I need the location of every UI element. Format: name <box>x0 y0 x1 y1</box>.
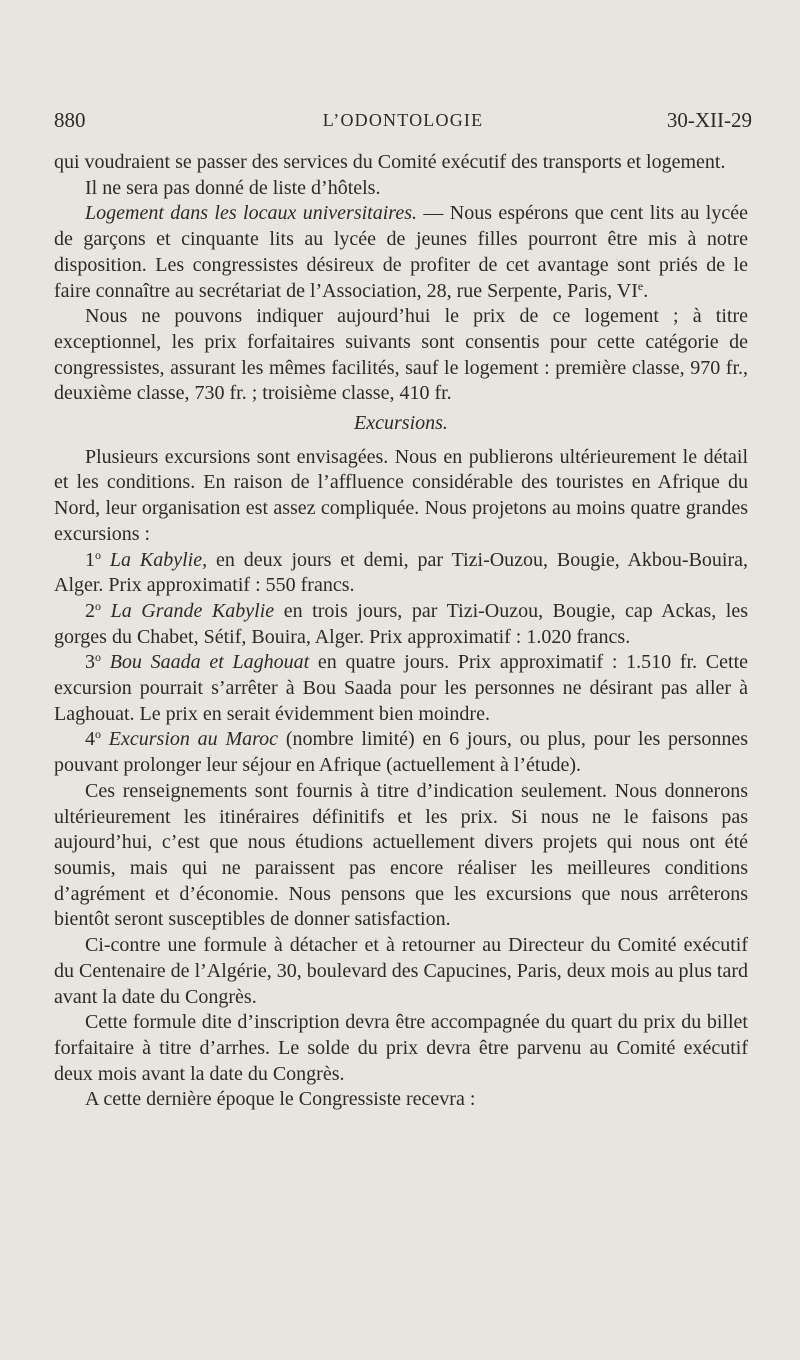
excursion-number: 2 <box>85 599 95 622</box>
excursion-number: 4 <box>85 728 95 751</box>
excursion-name: Bou Saada et Laghouat <box>109 651 310 674</box>
excursion-description: (nombre limité) en 6 jours, ou plus, pour les personnes pouvant prolonger leur séjour en Afrique (actuellement à l’étude). <box>54 728 749 777</box>
excursion-name: Excursion au Maroc <box>108 728 279 751</box>
excursion-name: La Grande Kabylie <box>110 599 275 622</box>
journal-title: L’ODONTOLOGIE <box>322 110 484 130</box>
excursion-item-1 <box>54 548 748 599</box>
paragraph-lodging-prices: Nous ne pouvons indiquer aujourd’hui le prix de ce logement ; à titre exceptionnel, les prix forfaitaires suivants sont consentis pour cette catégorie de congressistes, assurant les mêmes facilités, sauf le logement : première classe, 970 fr., deuxième classe, 730 fr. ; troisième classe, 410 fr. <box>54 305 748 405</box>
paragraph-information: Ces renseignements sont fournis à titre d’indication seulement. Nous donnerons ultérieurement les itinéraires définitifs et les prix. Si nous ne le faisons pas aujourd’hui, c’est que nous étudions actuellement divers projets qui nous ont été soumis, mais qui ne paraissent pas encore réaliser les meilleures conditions d’agrément et d’économie. Nous pensons que les excursions que nous arrêterons bientôt seront susceptibles de donner satisfaction. <box>54 779 748 931</box>
excursion-item-2 <box>54 599 748 650</box>
lodging-text: — Nous espérons que cent lits au lycée de garçons et cinquante lits au lycée de jeunes filles pourront être mis à notre disposition. Les congressistes désireux de profiter de cet avantage sont priés de le faire connaître au secrétariat de l’Association, 28, rue Serpente, Paris, VI <box>54 202 748 302</box>
paragraph-excursions-intro: Plusieurs excursions sont envisagées. Nous en publierons ultérieurement le détail et les conditions. En raison de l’affluence considérable des touristes en Afrique du Nord, leur organisation est assez compliquée. Nous projetons au moins quatre grandes excursions : <box>54 445 748 545</box>
arrondissement-suffix: e <box>637 278 644 293</box>
paragraph-final: A cette dernière époque le Congressiste recevra : <box>85 1088 476 1111</box>
excursion-description: en deux jours et demi, par Tizi-Ouzou, Bougie, Akbou-Bouira, Alger. Prix approximatif : 550 francs. <box>54 548 749 597</box>
excursion-name: La Kabylie, <box>109 548 208 571</box>
excursion-number: 3 <box>85 651 95 674</box>
paragraph-form: Ci-contre une formule à détacher et à retourner au Directeur du Comité exécutif du Centenaire de l’Algérie, 30, boulevard des Capucines, Paris, deux mois au plus tard avant la date du Congrès. <box>54 934 748 1008</box>
excursion-number: 1 <box>85 548 95 571</box>
page-header <box>54 108 752 138</box>
ordinal-suffix: o <box>95 547 101 562</box>
body-text <box>54 150 748 1113</box>
paragraph-university-lodging <box>54 201 748 304</box>
paragraph-hotels: Il ne sera pas donné de liste d’hôtels. <box>85 176 381 199</box>
paragraph-deposit: Cette formule dite d’inscription devra être accompagnée du quart du prix du billet forfaitaire à titre d’arrhes. Le solde du prix devra être parvenu au Comité exécutif deux mois avant la date du Congrès. <box>54 1011 748 1085</box>
lodging-end: . <box>643 279 649 302</box>
ordinal-suffix: o <box>95 727 101 742</box>
excursions-heading: Excursions. <box>354 412 448 435</box>
page-number: 880 <box>54 108 86 132</box>
excursion-item-3 <box>54 650 748 727</box>
excursion-description: en quatre jours. Prix approximatif : 1.510 fr. Cette excursion pourrait s’arrêter à Bou Saada pour les personnes ne désirant pas aller à Laghouat. Le prix en serait évidemment bien moindre. <box>54 651 749 725</box>
paragraph-continued: qui voudraient se passer des services du Comité exécutif des transports et logement. <box>54 151 726 173</box>
excursion-description: en trois jours, par Tizi-Ouzou, Bougie, cap Ackas, les gorges du Chabet, Sétif, Bouira, Alger. Prix approximatif : 1.020 francs. <box>54 599 749 648</box>
issue-date: 30-XII-29 <box>666 108 752 132</box>
lodging-label: Logement dans les locaux universitaires. <box>85 202 417 225</box>
ordinal-suffix: o <box>95 598 101 613</box>
ordinal-suffix: o <box>95 650 101 665</box>
excursion-item-4 <box>54 727 748 778</box>
